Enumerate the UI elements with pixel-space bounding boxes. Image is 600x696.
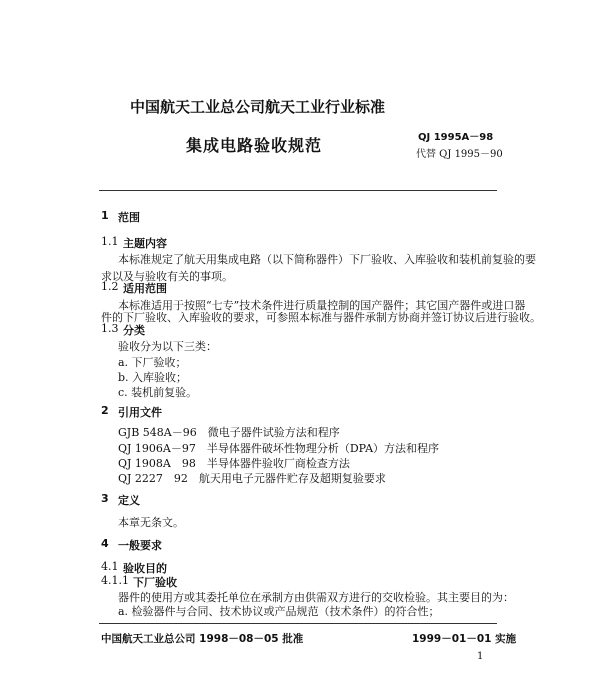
section-number: 4 [101, 537, 109, 550]
section-heading-purpose: 验收目的 [123, 562, 167, 575]
paragraph-line: 本章无条文。 [118, 516, 184, 529]
approval-line: 中国航天工业总公司 1998－08－05 批准 [101, 633, 304, 645]
section-heading-applicability: 适用范围 [123, 282, 167, 295]
paragraph-line: 器件的使用方或其委托单位在承制方由供需双方进行的交收检验。其主要目的为： [118, 591, 514, 604]
section-number: 3 [101, 492, 109, 505]
reference-item: QJ 2227 92 航天用电子元器件贮存及超期复验要求 [118, 472, 386, 485]
footer-divider [99, 623, 497, 624]
section-number: 1.2 [101, 280, 119, 293]
section-number: 1 [101, 209, 109, 222]
standard-code: QJ 1995A－98 [418, 132, 494, 143]
section-heading-factory-acceptance: 下厂验收 [133, 576, 177, 589]
section-heading-general: 一般要求 [118, 539, 162, 552]
reference-item: QJ 1908A 98 半导体器件验收厂商检查方法 [118, 457, 350, 470]
document-title: 集成电路验收规范 [186, 136, 323, 155]
paragraph-line: 本标准规定了航天用集成电路（以下简称器件）下厂验收、入库验收和装机前复验的要 [118, 253, 536, 266]
list-item: a. 下厂验收； [118, 356, 187, 369]
section-number: 4.1.1 [101, 574, 129, 587]
section-heading-subject: 主题内容 [123, 237, 167, 250]
issuing-standard-line: 中国航天工业总公司航天工业行业标准 [130, 98, 386, 116]
reference-item: GJB 548A－96 微电子器件试验方法和程序 [118, 426, 340, 439]
page-number: 1 [477, 651, 484, 662]
list-item: b. 入库验收； [118, 371, 188, 384]
effective-date: 1999－01－01 实施 [412, 633, 517, 645]
paragraph-line: 验收分为以下三类： [118, 340, 217, 353]
header-divider [99, 190, 497, 191]
section-heading-scope: 范围 [118, 211, 140, 224]
replaces-standard: 代替 QJ 1995－90 [416, 149, 503, 160]
paragraph-line: 求以及与验收有关的事项。 [101, 270, 233, 283]
section-number: 2 [101, 404, 109, 417]
section-number: 4.1 [101, 560, 119, 573]
section-number: 1.1 [101, 235, 119, 248]
section-number: 1.3 [101, 322, 119, 335]
section-heading-classification: 分类 [123, 324, 145, 337]
reference-item: QJ 1906A－97 半导体器件破坏性物理分析（DPA）方法和程序 [118, 442, 440, 455]
list-item: a. 检验器件与合同、技术协议或产品规范（技术条件）的符合性； [118, 605, 440, 618]
paragraph-line: 本标准适用于按照“七专”技术条件进行质量控制的国产器件；其它国产器件或进口器 [118, 299, 526, 312]
section-heading-references: 引用文件 [118, 406, 162, 419]
list-item: c. 装机前复验。 [118, 386, 198, 399]
section-heading-definitions: 定义 [118, 494, 140, 507]
paragraph-line: 件的下厂验收、入库验收的要求，可参照本标准与器件承制方协商并签订协议后进行验收。 [101, 311, 541, 324]
